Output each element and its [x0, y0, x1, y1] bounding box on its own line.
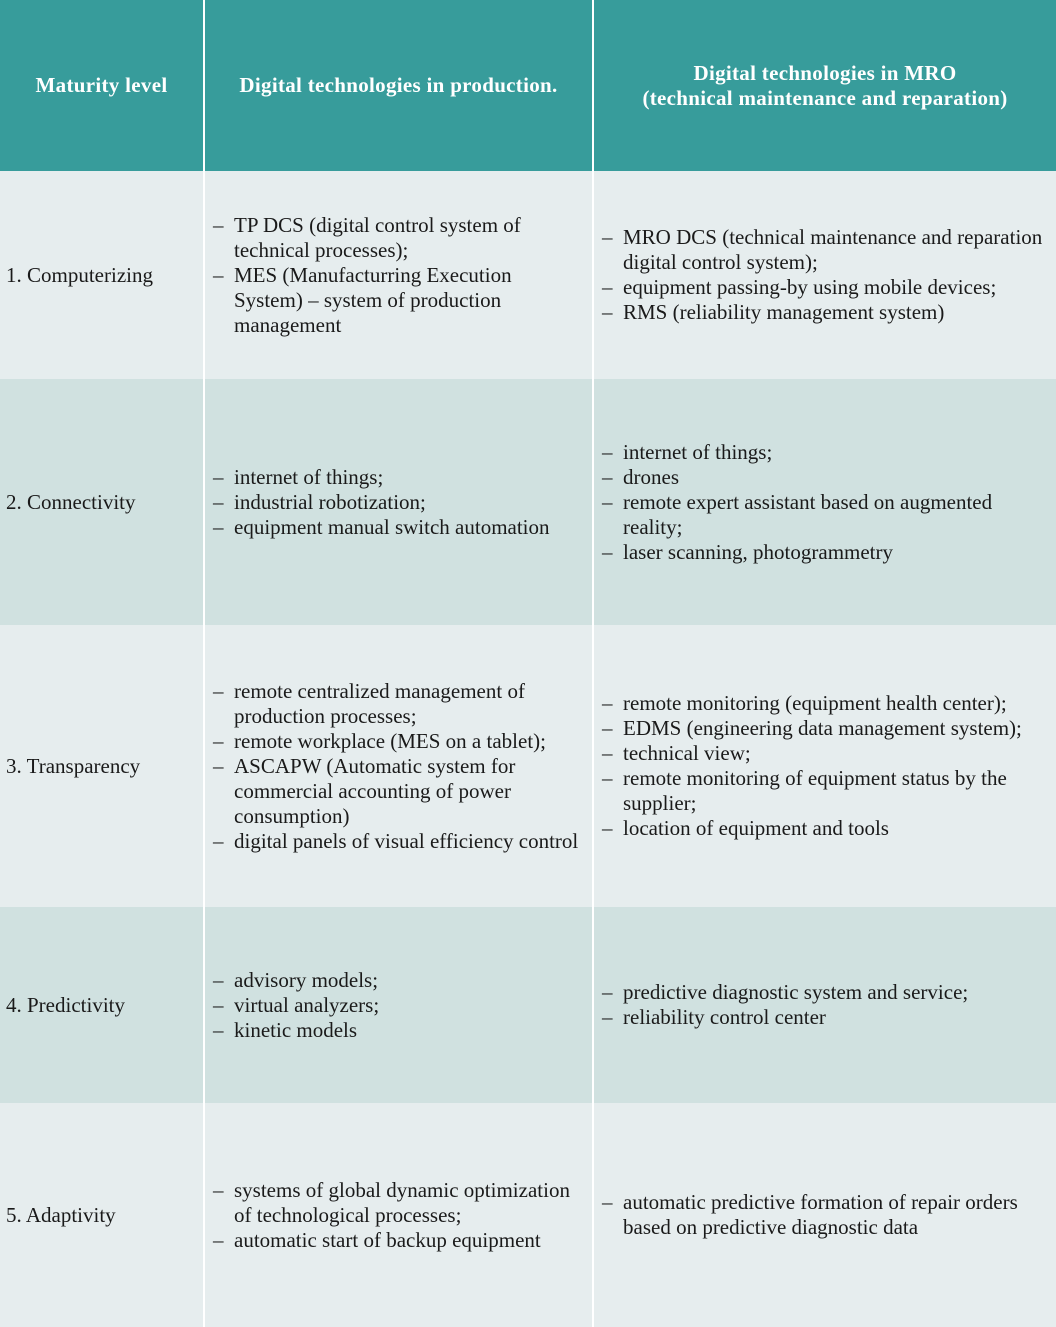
dash-bullet-icon: – [213, 489, 224, 514]
list-item-text: digital panels of visual efficiency control [234, 828, 579, 853]
maturity-level-cell: 1. Computerizing [0, 171, 204, 379]
list-item-text: systems of global dynamic optimization of technological processes; [234, 1177, 570, 1227]
list-item-text: remote expert assistant based on augmented reality; [623, 489, 993, 539]
list-item-text: equipment manual switch automation [234, 514, 550, 539]
production-cell [204, 379, 593, 625]
list-item [602, 439, 1048, 465]
list-item-text: EDMS (engineering data management system); [623, 716, 1022, 740]
list-item [213, 1227, 584, 1253]
production-list [205, 213, 592, 338]
dash-bullet-icon: – [602, 741, 613, 765]
mro-list [594, 225, 1056, 325]
list-item-text: ASCAPW (Automatic system for commercial accounting of power consumption) [234, 753, 516, 828]
list-item-text: equipment passing-by using mobile devices; [623, 275, 997, 299]
list-item [602, 464, 1048, 490]
dash-bullet-icon: – [602, 1005, 613, 1029]
dash-bullet-icon: – [602, 439, 613, 464]
dash-bullet-icon: – [213, 753, 224, 778]
list-item-text: remote monitoring of equipment status by the supplier; [623, 766, 1007, 815]
table-row [0, 379, 1056, 625]
table-header [0, 0, 1056, 171]
header-maturity-level: Maturity level [0, 0, 204, 171]
header-production-tech: Digital technologies in production. [204, 0, 593, 171]
mro-cell [593, 379, 1056, 625]
list-item [602, 766, 1048, 816]
maturity-level-cell: 4. Predictivity [0, 907, 204, 1103]
list-item [213, 212, 584, 263]
header-mro-line1: Digital technologies in MRO [693, 60, 957, 85]
list-item-text: predictive diagnostic system and service; [623, 980, 969, 1004]
header-mro-tech [593, 0, 1056, 171]
list-item [602, 225, 1048, 275]
mro-cell [593, 907, 1056, 1103]
list-item-text: remote centralized management of production processes; [234, 678, 525, 728]
list-item [213, 489, 584, 515]
table-row [0, 171, 1056, 379]
table-row [0, 1103, 1056, 1327]
dash-bullet-icon: – [602, 691, 613, 715]
dash-bullet-icon: – [602, 539, 613, 564]
header-mro-line2: (technical maintenance and reparation) [642, 85, 1008, 110]
list-item [602, 741, 1048, 766]
dash-bullet-icon: – [602, 464, 613, 489]
dash-bullet-icon: – [213, 514, 224, 539]
production-list [205, 679, 592, 854]
production-cell [204, 171, 593, 379]
dash-bullet-icon: – [213, 967, 224, 992]
list-item-text: virtual analyzers; [234, 992, 380, 1017]
list-item-text: remote workplace (MES on a tablet); [234, 728, 546, 753]
list-item [213, 464, 584, 490]
mro-list [594, 440, 1056, 565]
list-item [602, 489, 1048, 540]
dash-bullet-icon: – [602, 980, 613, 1004]
table-row [0, 907, 1056, 1103]
dash-bullet-icon: – [213, 464, 224, 489]
dash-bullet-icon: – [602, 816, 613, 840]
list-item-text: TP DCS (digital control system of technical processes); [234, 212, 521, 262]
list-item-text: internet of things; [623, 439, 773, 464]
mro-cell [593, 1103, 1056, 1327]
list-item-text: automatic predictive formation of repair orders based on predictive diagnostic data [623, 1190, 1018, 1239]
dash-bullet-icon: – [602, 489, 613, 514]
maturity-level-cell: 5. Adaptivity [0, 1103, 204, 1327]
list-item [213, 1177, 584, 1228]
dash-bullet-icon: – [602, 1190, 613, 1214]
mro-list [594, 1190, 1056, 1240]
list-item-text: kinetic models [234, 1017, 358, 1042]
table-body [0, 171, 1056, 1327]
production-cell [204, 907, 593, 1103]
mro-cell [593, 625, 1056, 907]
list-item-text: advisory models; [234, 967, 379, 992]
list-item [213, 828, 584, 854]
dash-bullet-icon: – [213, 728, 224, 753]
list-item [213, 728, 584, 754]
mro-cell [593, 171, 1056, 379]
production-list [205, 968, 592, 1043]
list-item [213, 753, 584, 829]
list-item [602, 300, 1048, 325]
list-item-text: location of equipment and tools [623, 816, 889, 840]
list-item [213, 967, 584, 993]
list-item-text: reliability control center [623, 1005, 826, 1029]
list-item [602, 1190, 1048, 1240]
list-item-text: MES (Manufacturring Execution System) – system of production management [234, 262, 512, 337]
list-item [602, 691, 1048, 716]
mro-list [594, 691, 1056, 841]
table-row [0, 625, 1056, 907]
maturity-level-cell: 3. Transparency [0, 625, 204, 907]
list-item-text: MRO DCS (technical maintenance and reparation digital control system); [623, 225, 1043, 274]
list-item [213, 514, 584, 540]
production-list [205, 465, 592, 540]
mro-list [594, 980, 1056, 1030]
dash-bullet-icon: – [213, 828, 224, 853]
list-item [602, 816, 1048, 841]
dash-bullet-icon: – [602, 275, 613, 299]
list-item [602, 1005, 1048, 1030]
list-item-text: industrial robotization; [234, 489, 426, 514]
list-item [602, 539, 1048, 565]
list-item [213, 992, 584, 1018]
list-item-text: drones [623, 464, 679, 489]
dash-bullet-icon: – [213, 678, 224, 703]
production-cell [204, 1103, 593, 1327]
dash-bullet-icon: – [213, 992, 224, 1017]
dash-bullet-icon: – [213, 1017, 224, 1042]
production-list [205, 1178, 592, 1253]
list-item [602, 275, 1048, 300]
dash-bullet-icon: – [602, 716, 613, 740]
list-item-text: internet of things; [234, 464, 384, 489]
dash-bullet-icon: – [213, 212, 224, 237]
production-cell [204, 625, 593, 907]
dash-bullet-icon: – [602, 225, 613, 249]
dash-bullet-icon: – [602, 766, 613, 790]
dash-bullet-icon: – [602, 300, 613, 324]
list-item-text: laser scanning, photogrammetry [623, 539, 894, 564]
list-item [213, 678, 584, 729]
list-item-text: technical view; [623, 741, 751, 765]
list-item-text: remote monitoring (equipment health center); [623, 691, 1007, 715]
list-item [602, 980, 1048, 1005]
dash-bullet-icon: – [213, 1177, 224, 1202]
list-item [213, 262, 584, 338]
dash-bullet-icon: – [213, 1227, 224, 1252]
list-item-text: automatic start of backup equipment [234, 1227, 541, 1252]
list-item [213, 1017, 584, 1043]
header-row [0, 0, 1056, 171]
maturity-level-cell: 2. Connectivity [0, 379, 204, 625]
list-item [602, 716, 1048, 741]
dash-bullet-icon: – [213, 262, 224, 287]
list-item-text: RMS (reliability management system) [623, 300, 945, 324]
